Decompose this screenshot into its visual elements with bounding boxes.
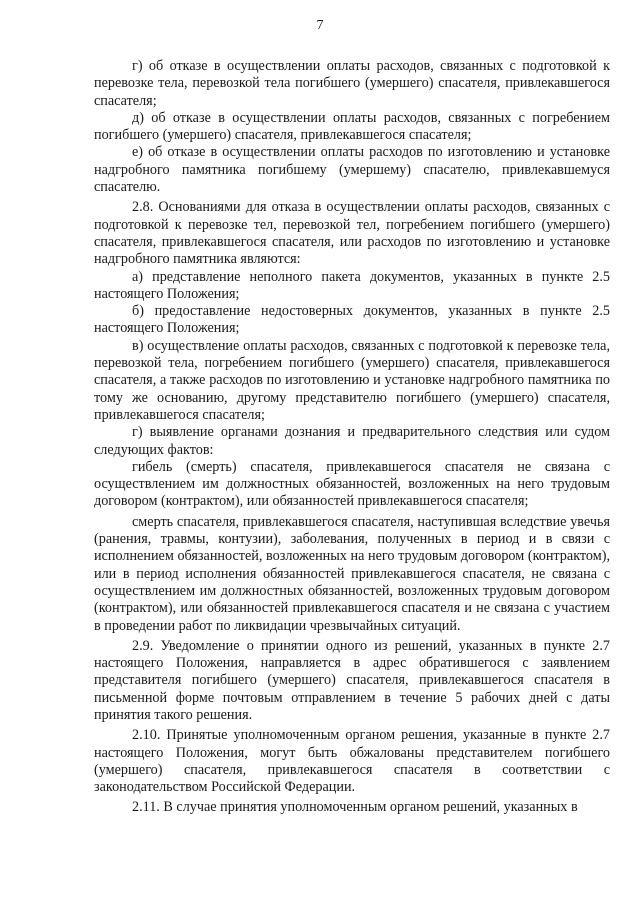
paragraph-death-injury: смерть спасателя, привлекавшегося спасателя, наступившая вследствие увечья (ранения, травмы, контузии), заболевания, полученных в период и в связи с исполнением обязанностей, возложенных на него трудовым договором (контрактом), или в период исполнения обязанностей привлекавшегося спасателя, не связана с осуществлением им должностных обязанностей, возложенных трудовым договором (контрактом), или обязанностей привлекавшегося спасателя и не связана с участием в проведении работ по ликвидации чрезвычайных ситуаций. <box>94 513 610 634</box>
paragraph-2-8: 2.8. Основаниями для отказа в осуществлении оплаты расходов, связанных с подготовкой к перевозке тел, перевозкой тел, погребением погибшего (умершего) спасателя, привлекавшегося спасателя, или расходов по изготовлению и установке надгробного памятника являются: <box>94 199 610 268</box>
paragraph-2-10: 2.10. Принятые уполномоченным органом решения, указанные в пункте 2.7 настоящего Положения, могут быть обжалованы представителем погибшего (умершего) спасателя, привлекавшегося спасателя в соответствии с законодательством Российской Федерации. <box>94 727 610 796</box>
paragraph-refusal-monument: е) об отказе в осуществлении оплаты расходов по изготовлению и установке надгробного памятника погибшему (умершему) спасателю, привлекавшемуся спасателю. <box>94 144 610 196</box>
paragraph-2-8-v: в) осуществление оплаты расходов, связанных с подготовкой к перевозке тела, перевозкой тела, погребением погибшего (умершего) спасателя, привлекавшегося спасателя, а также расходов по изготовлению и установке надгробного памятника по тому же основанию, другому представителю погибшего (умершего) спасателя, привлекавшегося спасателя; <box>94 337 610 423</box>
paragraph-death-not-related: гибель (смерть) спасателя, привлекавшегося спасателя не связана с осуществлением им должностных обязанностей, возложенных на него трудовым договором (контрактом), или обязанностей привлекавшегося спасателя; <box>94 458 610 510</box>
paragraph-refusal-burial: д) об отказе в осуществлении оплаты расходов, связанных с погребением погибшего (умершего) спасателя, привлекавшегося спасателя; <box>94 109 610 144</box>
paragraph-2-8-b: б) предоставление недостоверных документов, указанных в пункте 2.5 настоящего Положения; <box>94 303 610 337</box>
paragraph-2-8-a: а) представление неполного пакета документов, указанных в пункте 2.5 настоящего Положения; <box>94 268 610 302</box>
paragraph-refusal-transport: г) об отказе в осуществлении оплаты расходов, связанных с подготовкой к перевозке тела, перевозкой тела погибшего (умершего) спасателя, привлекавшегося спасателя; <box>94 58 610 109</box>
page-number: 7 <box>316 18 324 33</box>
paragraph-2-11: 2.11. В случае принятия уполномоченным органом решений, указанных в <box>132 799 578 816</box>
paragraph-2-9: 2.9. Уведомление о принятии одного из решений, указанных в пункте 2.7 настоящего Положения, направляется в адрес обратившегося с заявлением представителя погибшего (умершего) спасателя, привлекавшегося спасателя в письменной форме почтовым отправлением в течение 5 рабочих дней с даты принятия такого решения. <box>94 637 610 723</box>
document-body <box>94 58 610 817</box>
paragraph-2-8-g: г) выявление органами дознания и предварительного следствия или судом следующих фактов: <box>94 424 610 458</box>
